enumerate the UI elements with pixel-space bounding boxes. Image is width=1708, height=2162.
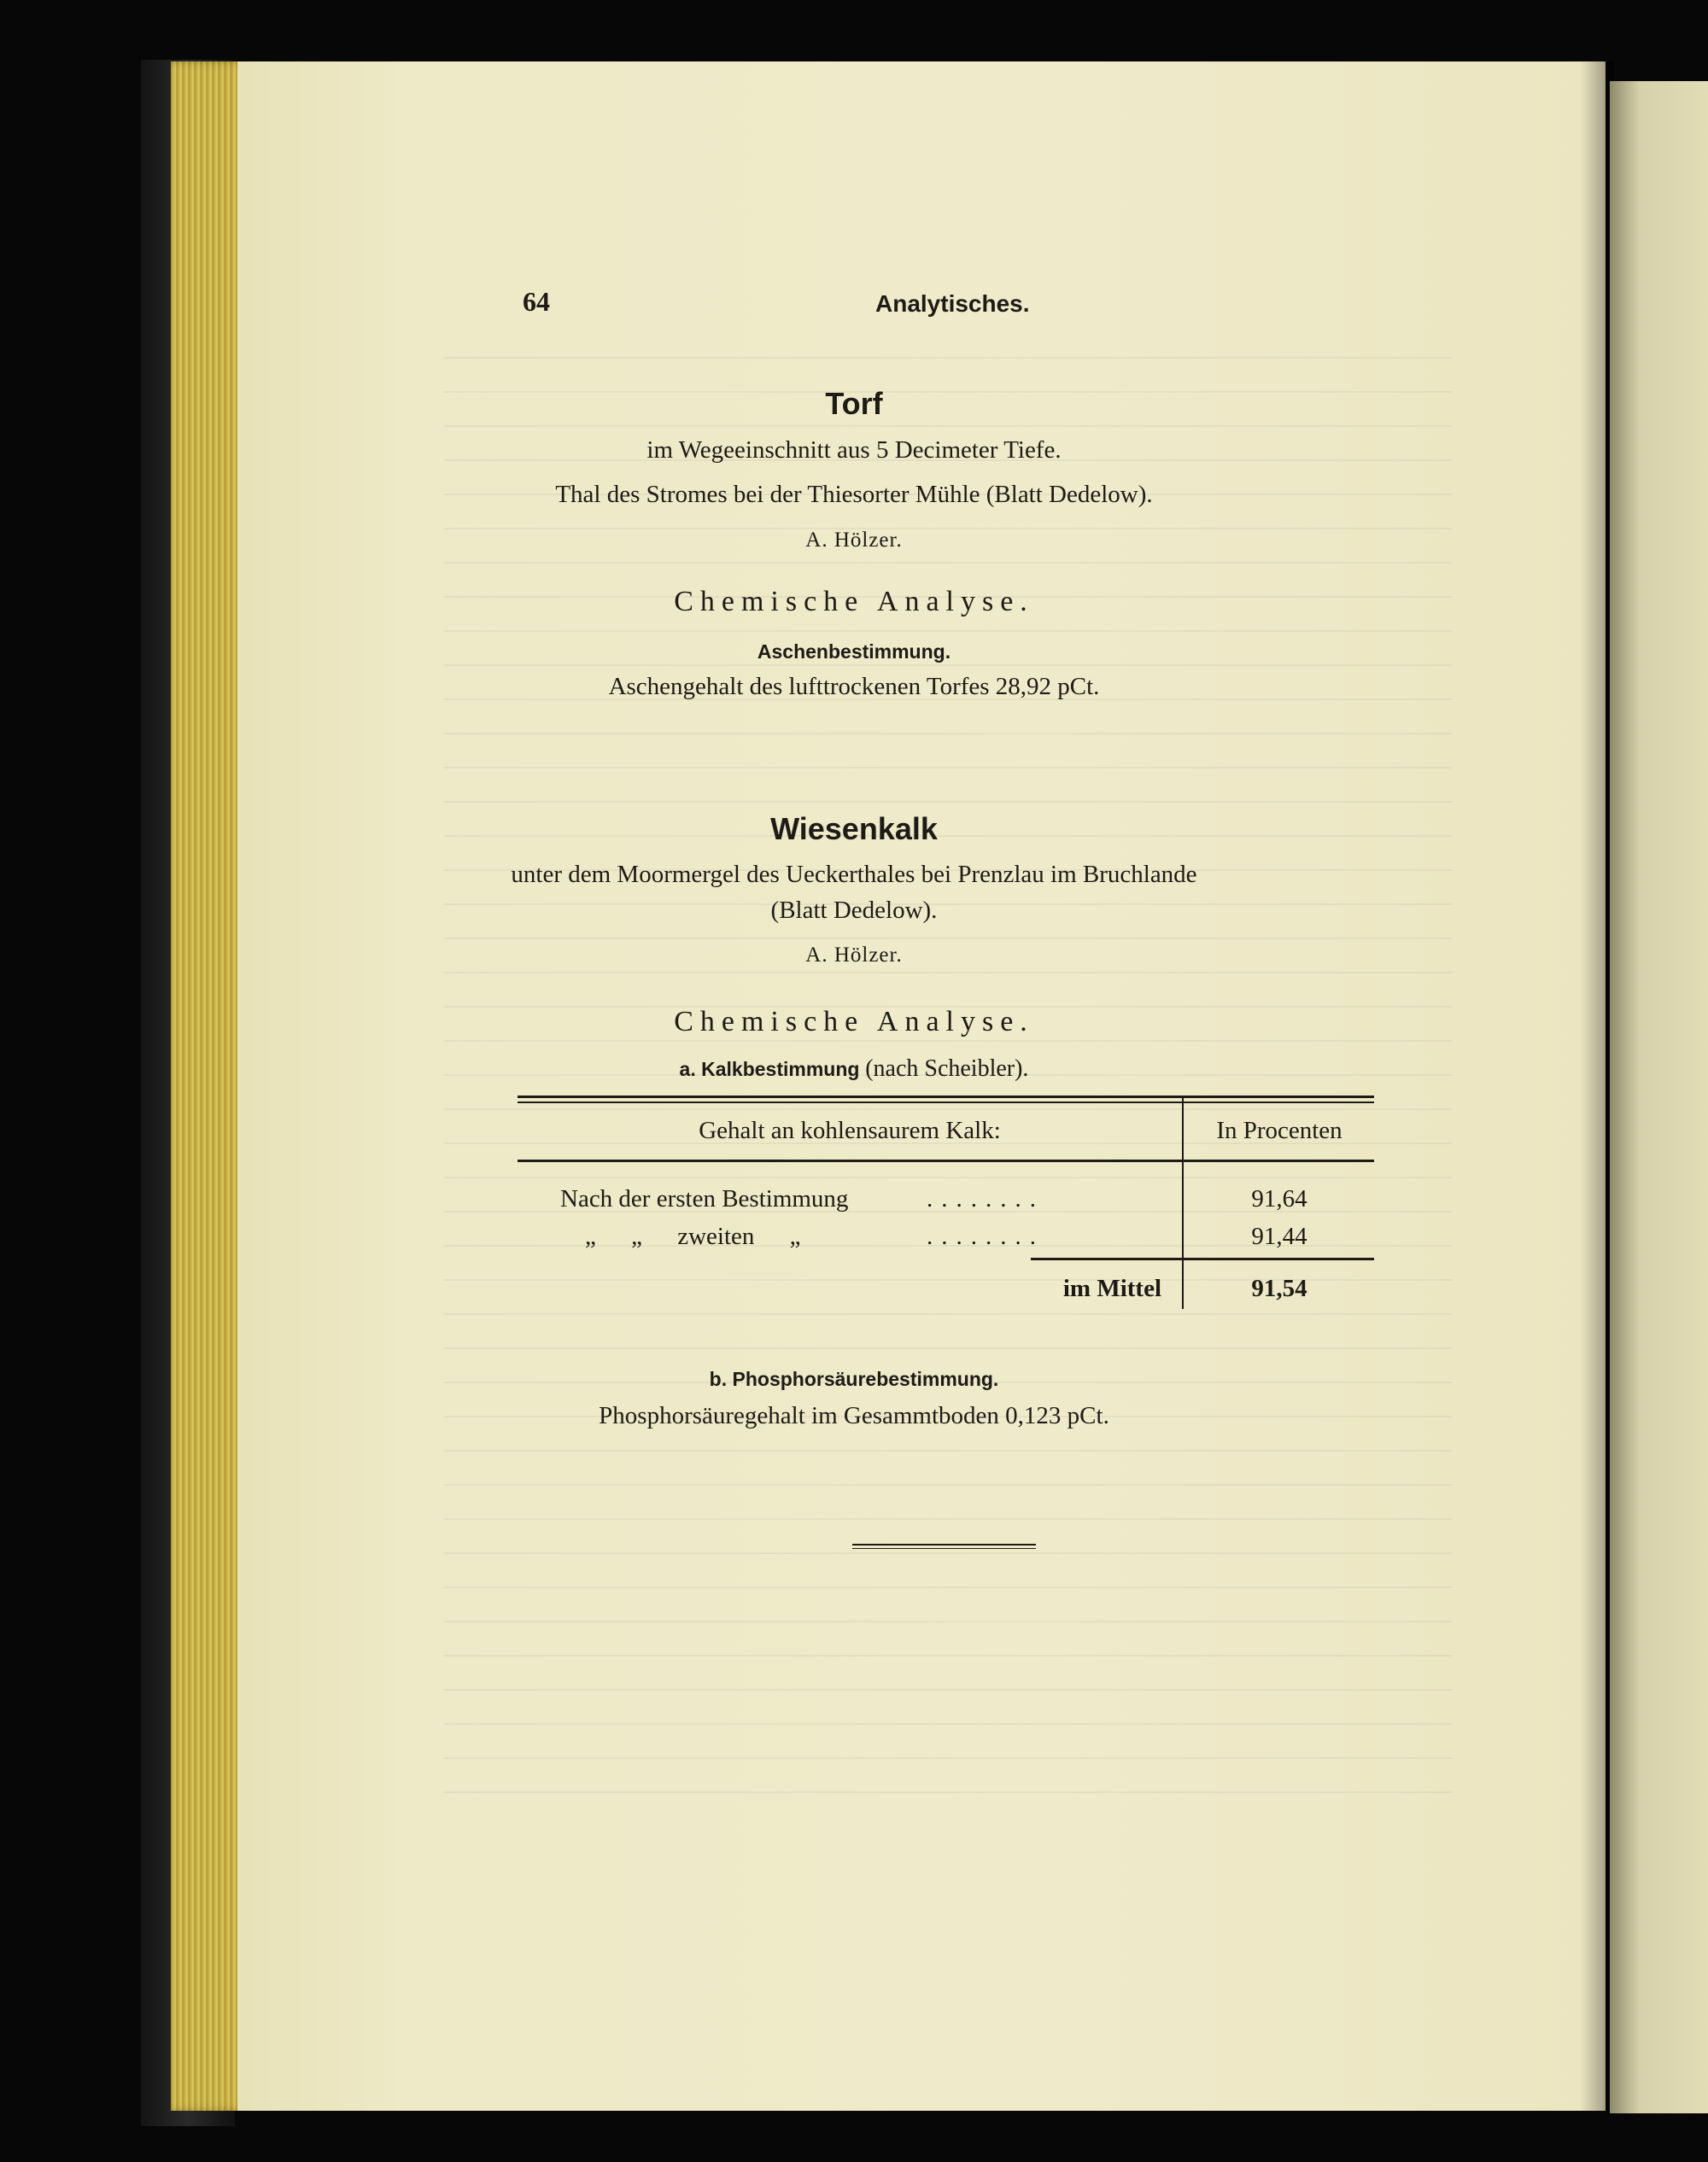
torf-location-line-1: im Wegeeinschnitt aus 5 Decimeter Tiefe. <box>646 436 1062 464</box>
table-row-1-value: 91,64 <box>1251 1185 1307 1212</box>
torf-analysis-heading: Chemische Analyse. <box>674 586 1034 617</box>
table-header-label: Gehalt an kohlensaurem Kalk: <box>699 1117 1001 1144</box>
torf-location-line-2: Thal des Stromes bei der Thiesorter Mühle (Blatt Dedelow). <box>555 481 1153 508</box>
book-page <box>237 61 1606 2111</box>
wiesenkalk-analysis-heading: Chemische Analyse. <box>674 1006 1034 1037</box>
table-header-value: In Procenten <box>1216 1117 1342 1144</box>
kalk-subheading-bold: a. Kalkbestimmung <box>679 1058 860 1080</box>
torf-title: Torf <box>825 386 883 421</box>
phosphor-subheading: b. Phosphorsäurebestimmung. <box>709 1368 999 1390</box>
table-row-1-leaders: ........ <box>927 1185 1044 1212</box>
wiesenkalk-author: A. Hölzer. <box>805 944 903 967</box>
end-rule <box>852 1544 1036 1546</box>
kalk-subheading-rest: (nach Scheibler). <box>865 1055 1029 1082</box>
table-row-2-label: „ „ zweiten „ <box>585 1223 801 1250</box>
table-mean-value: 91,54 <box>1251 1275 1307 1302</box>
end-rule-2 <box>852 1548 1036 1549</box>
table-top-rule <box>518 1096 1374 1098</box>
wiesenkalk-title: Wiesenkalk <box>770 811 938 846</box>
torf-result: Aschengehalt des lufttrockenen Torfes 28,92 pCt. <box>608 673 1100 700</box>
wiesenkalk-location-line-2: (Blatt Dedelow). <box>770 897 938 924</box>
wiesenkalk-location-line-1: unter dem Moormergel des Ueckerthales bei Prenzlau im Bruchlande <box>511 861 1197 888</box>
gutter-shadow <box>1580 61 1614 2111</box>
table-row-1-label: Nach der ersten Bestimmung <box>560 1185 849 1212</box>
running-header: Analytisches. <box>875 290 1030 317</box>
kalk-subheading <box>0 1055 1708 1083</box>
torf-subheading: Aschenbestimmung. <box>757 640 951 663</box>
phosphor-result: Phosphorsäuregehalt im Gesammtboden 0,123 pCt. <box>599 1402 1109 1429</box>
page-number: 64 <box>523 286 550 317</box>
table-top-rule-2 <box>518 1101 1374 1103</box>
table-row-2-value: 91,44 <box>1251 1223 1307 1250</box>
table-row-2-leaders: ........ <box>927 1223 1044 1250</box>
table-sum-rule <box>1031 1258 1374 1260</box>
torf-author: A. Hölzer. <box>805 529 903 552</box>
table-mean-label: im Mittel <box>1062 1275 1161 1302</box>
table-header-rule <box>518 1160 1374 1162</box>
